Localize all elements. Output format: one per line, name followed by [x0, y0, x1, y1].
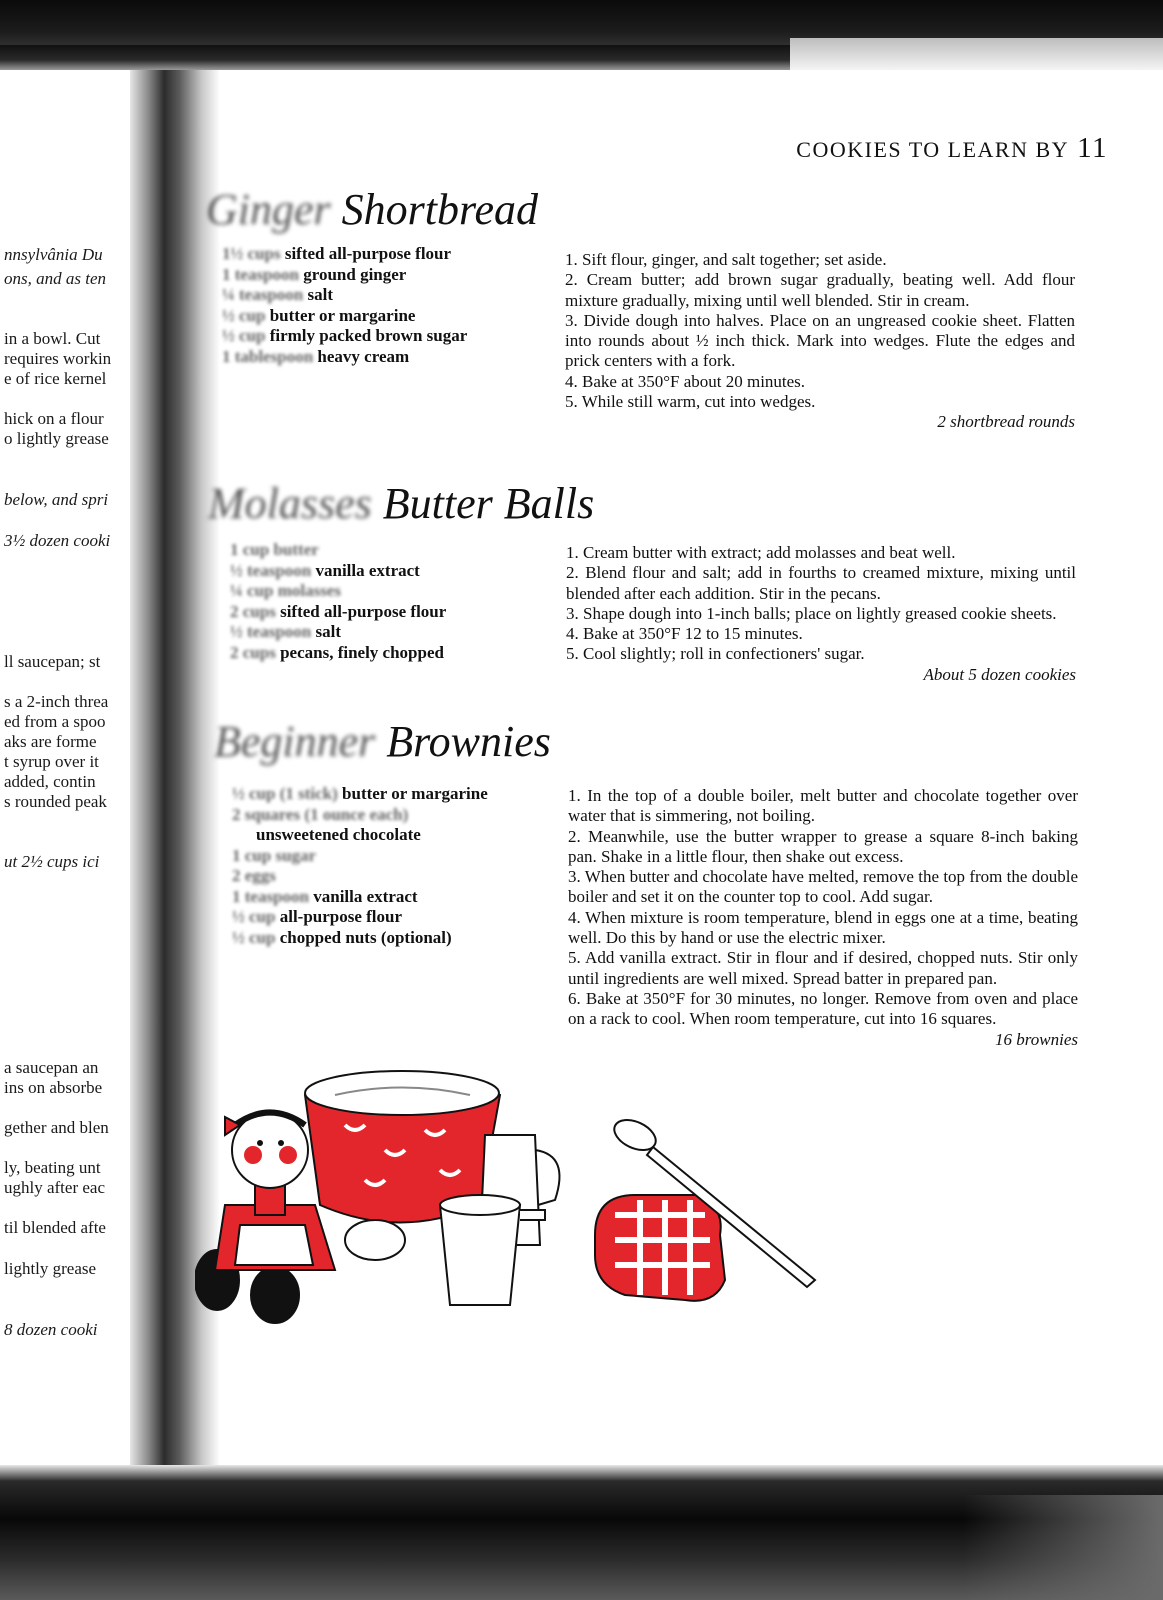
recipe-step: 1. Sift flour, ginger, and salt together; set aside. [565, 250, 887, 269]
left-page-line: ughly after eac [4, 1178, 105, 1197]
recipe-steps [566, 543, 1076, 685]
recipe-step: 4. Bake at 350°F about 20 minutes. [565, 371, 806, 391]
baking-illustration [195, 1055, 835, 1385]
ingredient-item: 1½ cups sifted all-purpose flour [222, 244, 452, 263]
recipe-title-blurred-part: Molasses [208, 479, 372, 528]
scan-bottom-edge [0, 1465, 1163, 1600]
ingredient-item: 1 teaspoon ground ginger [222, 264, 407, 284]
ingredient-item: ½ cup (1 stick) butter or margarine [232, 784, 488, 803]
recipe-yield: About 5 dozen cookies [923, 664, 1076, 684]
recipe-title-molasses-butter-balls [208, 478, 594, 529]
recipe-step: 2. Blend flour and salt; add in fourths to creamed mixture, mixing until blended after each addition. Stir in the pecans. [566, 563, 1076, 603]
recipe-title-text: Shortbread [330, 185, 539, 234]
recipe-yield: 16 brownies [995, 1029, 1078, 1049]
recipe-title-text: Butter Balls [371, 479, 595, 528]
ingredient-item: 2 cups pecans, finely chopped [230, 642, 444, 662]
left-page-line: s a 2-inch threa [4, 692, 109, 711]
ingredient-item: ½ cup firmly packed brown sugar [222, 326, 468, 345]
left-page-line: aks are forme [4, 732, 97, 751]
left-page-line: 3½ dozen cooki [4, 531, 111, 550]
left-page-line: e of rice kernel [4, 369, 107, 388]
recipe-title-ginger-shortbread [206, 184, 538, 235]
left-page-line: in a bowl. Cut [4, 329, 101, 348]
left-page-line: til blended afte [4, 1218, 106, 1237]
running-title: COOKIES TO LEARN BY [796, 137, 1070, 162]
left-page-line: added, contin [4, 772, 96, 791]
left-page-line: requires workin [4, 349, 112, 368]
left-page-line: t syrup over it [4, 752, 99, 771]
recipe-step: 5. While still warm, cut into wedges. [565, 392, 816, 412]
left-page-line: ed from a spoo [4, 712, 106, 731]
ingredient-item: 2 cups sifted all-purpose flour [230, 601, 447, 621]
left-page-line: ut 2½ cups ici [4, 852, 100, 871]
recipe-title-blurred-part: Ginger [206, 185, 331, 234]
recipe-steps [568, 786, 1078, 1050]
recipe-step: 6. Bake at 350°F for 30 minutes, no longer. Remove from oven and place on a rack to cool. When room temperature, cut into 16 squares. [568, 988, 1078, 1029]
left-page-line: ly, beating unt [4, 1158, 101, 1177]
left-page-line: nnsylvânia Du [4, 245, 103, 264]
ingredient-list [230, 540, 550, 663]
scan-top-edge [0, 0, 1163, 70]
recipe-steps [565, 250, 1075, 433]
left-page-line: ins on absorbe [4, 1078, 103, 1097]
recipe-step: 1. In the top of a double boiler, melt butter and chocolate together over water that is simmering, not boiling. [568, 786, 1078, 826]
left-page-fragment [0, 70, 150, 1465]
recipe-title-beginner-brownies [214, 716, 551, 767]
ingredient-item: 2 eggs [232, 866, 276, 885]
ingredient-item: unsweetened chocolate [256, 825, 421, 844]
ingredient-list [232, 784, 562, 948]
recipe-step: 4. When mixture is room temperature, blend in eggs one at a time, beating well. Do this by hand or use the electric mixer. [568, 907, 1078, 948]
ingredient-item: 1 cup butter [230, 540, 319, 559]
left-page-line: below, and spri [4, 490, 109, 509]
recipe-title-text: Brownies [375, 717, 551, 766]
egg-illustration [345, 1220, 405, 1260]
page-number: 11 [1077, 132, 1108, 164]
page-corner-shadow [963, 1495, 1163, 1600]
right-page-top-edge [790, 38, 1163, 70]
recipe-step: 4. Bake at 350°F 12 to 15 minutes. [566, 624, 803, 644]
ingredient-item: 1 cup sugar [232, 845, 317, 865]
recipe-step: 3. Shape dough into 1-inch balls; place on lightly greased cookie sheets. [566, 603, 1057, 623]
recipe-step: 3. When butter and chocolate have melted, remove the top from the double boiler and set it on the counter top to cool. Add sugar. [568, 867, 1078, 907]
left-page-line: s rounded peak [4, 792, 107, 811]
ingredient-item: ½ teaspoon vanilla extract [230, 560, 420, 580]
recipe-step: 3. Divide dough into halves. Place on an ungreased cookie sheet. Flatten into rounds about ½ inch thick. Mark into wedges. Flute the edges and prick centers with a fork. [565, 310, 1075, 371]
ingredient-item: ¼ teaspoon salt [222, 285, 333, 304]
recipe-step: 1. Cream butter with extract; add molasses and beat well. [566, 543, 956, 562]
left-page-line: hick on a flour [4, 409, 104, 428]
ingredient-item: 1 tablespoon heavy cream [222, 346, 410, 366]
potholder-illustration [595, 1195, 725, 1301]
left-page-line: ons, and as ten [4, 269, 106, 288]
ingredient-item: ½ cup chopped nuts (optional) [232, 927, 452, 947]
ingredient-item: ½ cup all-purpose flour [232, 907, 403, 926]
ingredient-item: ½ teaspoon salt [230, 622, 341, 641]
left-page-line: lightly grease [4, 1259, 97, 1278]
left-page-line: a saucepan an [4, 1058, 99, 1077]
left-page-top-edge [0, 45, 790, 70]
ingredient-item: 2 squares (1 ounce each) [232, 804, 409, 824]
recipe-step: 2. Meanwhile, use the butter wrapper to grease a square 8-inch baking pan. Shake in a little flour, then shake out excess. [568, 826, 1078, 866]
ingredient-item: ¼ cup molasses [230, 581, 341, 600]
ingredient-list [222, 244, 542, 367]
recipe-step: 2. Cream butter; add brown sugar gradually, beating well. Add flour mixture gradually, mixing until well blended. Stir in cream. [565, 270, 1075, 310]
recipe-step: 5. Add vanilla extract. Stir in flour and if desired, chopped nuts. Stir only until ingredients are well mixed. Spread batter in prepared pan. [568, 948, 1078, 988]
recipe-yield: 2 shortbread rounds [937, 412, 1075, 432]
running-header [796, 132, 1108, 165]
ingredient-item: ½ cup butter or margarine [222, 305, 416, 325]
left-page-line: gether and blen [4, 1118, 109, 1137]
recipe-title-blurred-part: Beginner [214, 717, 376, 766]
recipe-step: 5. Cool slightly; roll in confectioners' sugar. [566, 644, 865, 664]
left-page-line: 8 dozen cooki [4, 1320, 98, 1339]
left-page-line: ll saucepan; st [4, 652, 101, 671]
ingredient-item: 1 teaspoon vanilla extract [232, 886, 418, 906]
left-page-line: o lightly grease [4, 429, 109, 448]
